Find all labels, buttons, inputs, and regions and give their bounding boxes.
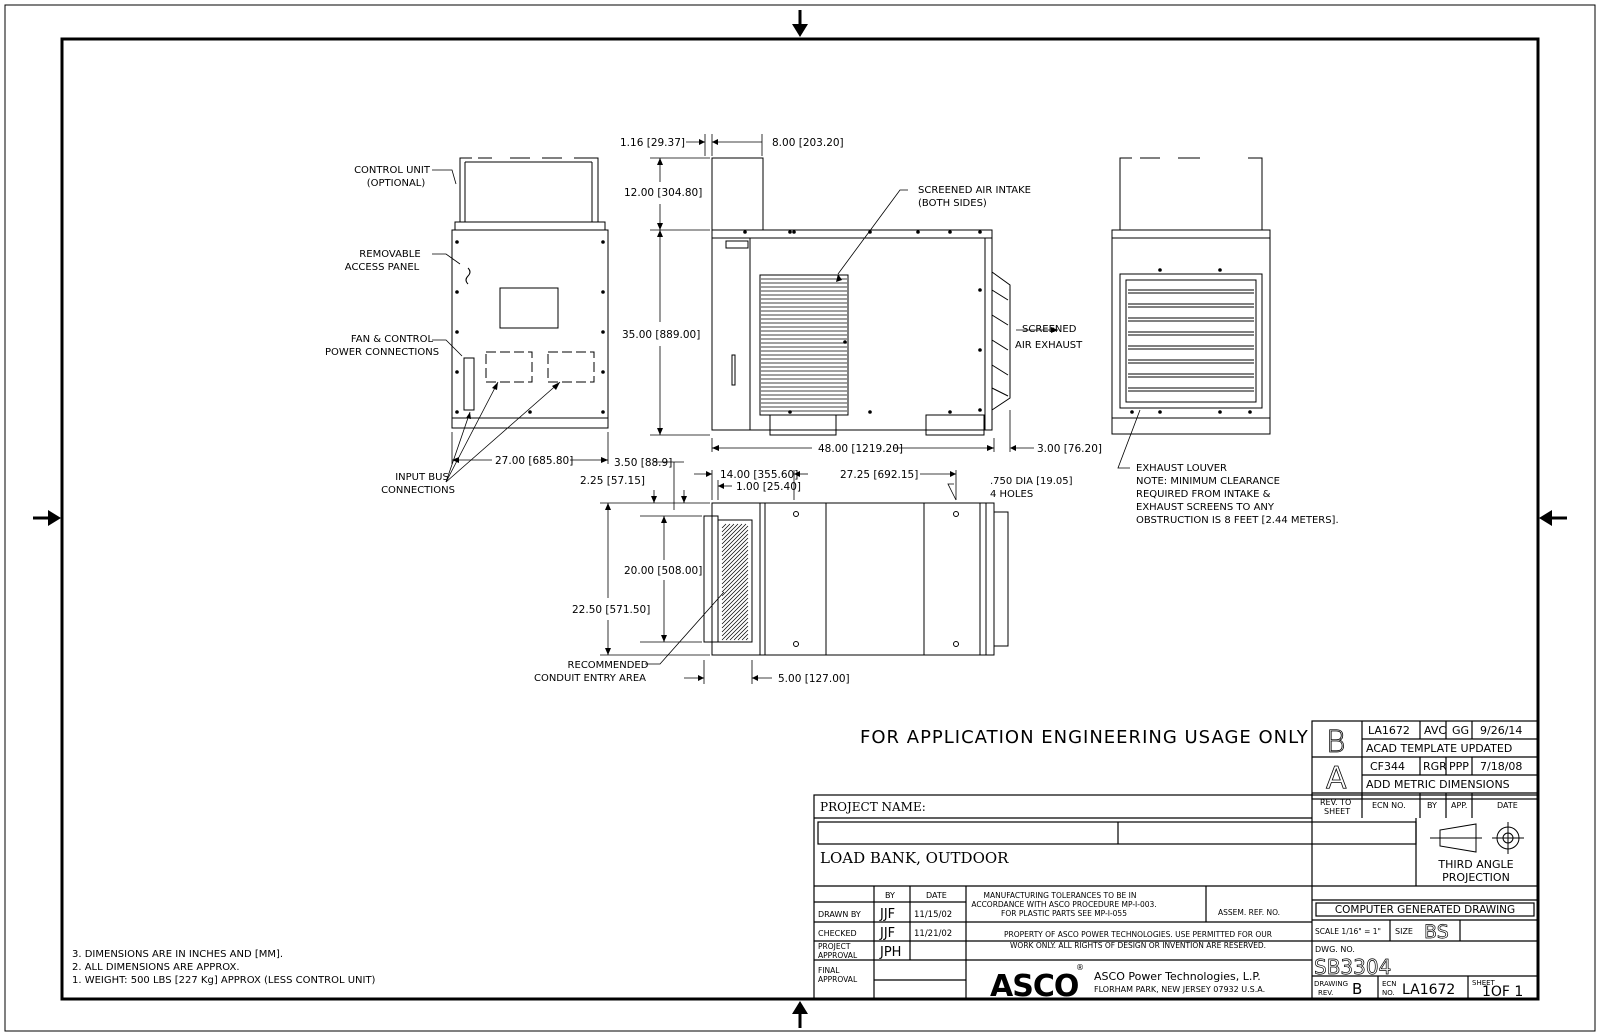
- rev-b-by: AVC: [1424, 724, 1447, 737]
- final-approval-label-1: FINAL: [818, 966, 840, 975]
- company-address: FLORHAM PARK, NEW JERSEY 07932 U.S.A.: [1094, 985, 1266, 994]
- callout-louver-1: EXHAUST LOUVER: [1136, 463, 1227, 474]
- callout-access-panel-1: REMOVABLE: [359, 249, 421, 260]
- checked-initials: JJF: [880, 926, 896, 941]
- project-approval-label-2: APPROVAL: [818, 951, 858, 960]
- drawing-rev-label-2: REV.: [1318, 989, 1334, 997]
- dim-22-50: 22.50 [571.50]: [572, 604, 651, 616]
- sheet-label: SHEET: [1472, 979, 1495, 987]
- dim-12-00: 12.00 [304.80]: [624, 187, 703, 199]
- callout-conduit-2: CONDUIT ENTRY AREA: [533, 673, 647, 684]
- scale-label: SCALE 1/16" = 1": [1315, 927, 1381, 936]
- checked-label: CHECKED: [818, 929, 857, 938]
- callout-fan-power-2: POWER CONNECTIONS: [324, 347, 440, 358]
- dim-27-25: 27.25 [692.15]: [840, 469, 919, 481]
- dim-1-00: 1.00 [25.40]: [736, 481, 801, 493]
- callout-input-bus-2: CONNECTIONS: [381, 485, 455, 496]
- drawing-rev-label-1: DRAWING: [1314, 980, 1349, 988]
- rev-hdr-date: DATE: [1497, 801, 1518, 810]
- ecn-label-2: NO.: [1382, 989, 1395, 997]
- property-line-2: WORK ONLY. ALL RIGHTS OF DESIGN OR INVENTION ARE RESERVED.: [1010, 941, 1266, 950]
- projection-label-1: THIRD ANGLE: [1438, 858, 1514, 871]
- callout-louver-5: OBSTRUCTION IS 8 FEET [2.44 METERS].: [1136, 515, 1339, 526]
- dim-8-00: 8.00 [203.20]: [772, 137, 844, 149]
- callout-louver-4: EXHAUST SCREENS TO ANY: [1136, 502, 1274, 513]
- drawn-by-initials: JJF: [880, 907, 896, 922]
- callout-louver-2: NOTE: MINIMUM CLEARANCE: [1136, 476, 1280, 487]
- callout-air-intake-1: SCREENED AIR INTAKE: [918, 185, 1031, 196]
- project-approval-initials: JPH: [880, 945, 902, 960]
- assem-ref-label: ASSEM. REF. NO.: [1218, 908, 1281, 917]
- tolerance-line-2: ACCORDANCE WITH ASCO PROCEDURE MP-I-003.: [971, 900, 1157, 909]
- ecn-value: LA1672: [1402, 982, 1456, 998]
- dim-14-00: 14.00 [355.60]: [720, 469, 799, 481]
- callout-fan-power-1: FAN & CONTROL: [350, 334, 434, 345]
- registered-mark-icon: ®: [1076, 963, 1084, 972]
- rev-b-desc: ACAD TEMPLATE UPDATED: [1366, 742, 1513, 755]
- col-by-header: BY: [885, 891, 895, 900]
- tolerance-line-1: MANUFACTURING TOLERANCES TO BE IN: [983, 891, 1137, 900]
- project-name-label: PROJECT NAME:: [820, 800, 926, 814]
- drawing-rev-value: B: [1352, 980, 1363, 998]
- note-3: 3. DIMENSIONS ARE IN INCHES AND [MM].: [72, 949, 284, 960]
- rev-a-ecn: CF344: [1370, 760, 1406, 773]
- callout-louver-3: REQUIRED FROM INTAKE &: [1136, 489, 1271, 500]
- size-value: BS: [1424, 921, 1449, 943]
- computer-generated-label: COMPUTER GENERATED DRAWING: [1334, 904, 1516, 916]
- dim-1-16: 1.16 [29.37]: [620, 137, 685, 149]
- callout-air-exhaust-2: AIR EXHAUST: [1015, 340, 1083, 351]
- company-name: ASCO Power Technologies, L.P.: [1094, 970, 1261, 983]
- dwg-no-label: DWG. NO.: [1315, 945, 1355, 954]
- rev-a-date: 7/18/08: [1480, 760, 1523, 773]
- callout-conduit-1: RECOMMENDED: [567, 660, 649, 671]
- projection-label-2: PROJECTION: [1442, 871, 1510, 884]
- dim-2-25: 2.25 [57.15]: [580, 475, 645, 487]
- callout-air-exhaust-1: SCREENED: [1022, 324, 1077, 335]
- callout-access-panel-2: ACCESS PANEL: [344, 262, 420, 273]
- rev-hdr-sheet: SHEET: [1324, 807, 1351, 816]
- callout-input-bus-1: INPUT BUS: [395, 472, 449, 483]
- rev-b-app: GG: [1452, 724, 1470, 737]
- dim-5-00: 5.00 [127.00]: [778, 673, 850, 685]
- rev-hdr-ecn: ECN NO.: [1372, 801, 1406, 810]
- drawn-by-date: 11/15/02: [914, 910, 953, 920]
- asco-logo: ASCO: [990, 969, 1079, 1004]
- rev-hdr-rev-to: REV. TO: [1320, 798, 1352, 807]
- rev-hdr-by: BY: [1427, 801, 1437, 810]
- callout-control-unit-1: CONTROL UNIT: [354, 165, 430, 176]
- usage-banner: FOR APPLICATION ENGINEERING USAGE ONLY: [860, 727, 1309, 748]
- note-2: 2. ALL DIMENSIONS ARE APPROX.: [72, 962, 240, 973]
- project-title: LOAD BANK, OUTDOOR: [820, 849, 1009, 867]
- rev-b-ecn: LA1672: [1368, 724, 1410, 737]
- size-label: SIZE: [1395, 927, 1413, 936]
- rev-hdr-app: APP.: [1451, 801, 1468, 810]
- rev-a-by: RGR: [1423, 760, 1447, 773]
- ecn-label-1: ECN: [1382, 980, 1397, 988]
- rev-a-app: PPP: [1449, 760, 1469, 773]
- rev-b-letter: B: [1326, 725, 1346, 760]
- callout-holes-2: 4 HOLES: [990, 489, 1034, 500]
- col-date-header: DATE: [926, 891, 947, 900]
- rev-a-letter: A: [1326, 761, 1347, 796]
- rev-a-desc: ADD METRIC DIMENSIONS: [1366, 778, 1510, 791]
- callout-holes-1: .750 DIA [19.05]: [990, 476, 1073, 487]
- final-approval-label-2: APPROVAL: [818, 975, 858, 984]
- callout-air-intake-2: (BOTH SIDES): [918, 198, 987, 209]
- property-line-1: PROPERTY OF ASCO POWER TECHNOLOGIES. USE PERMITTED FOR OUR: [1004, 930, 1272, 939]
- project-approval-label-1: PROJECT: [818, 942, 851, 951]
- dim-27-00: 27.00 [685.80]: [495, 455, 574, 467]
- dim-48-00: 48.00 [1219.20]: [818, 443, 904, 455]
- checked-date: 11/21/02: [914, 929, 953, 939]
- sheet-value: 1OF 1: [1482, 984, 1524, 1000]
- drawn-by-label: DRAWN BY: [818, 910, 861, 919]
- dim-3-50: 3.50 [88.9]: [614, 457, 673, 469]
- dim-20-00: 20.00 [508.00]: [624, 565, 703, 577]
- dwg-no-value: SB3304: [1314, 955, 1392, 979]
- rev-b-date: 9/26/14: [1480, 724, 1523, 737]
- note-1: 1. WEIGHT: 500 LBS [227 Kg] APPROX (LESS CONTROL UNIT): [72, 975, 376, 986]
- tolerance-line-3: FOR PLASTIC PARTS SEE MP-I-055: [1001, 909, 1127, 918]
- dim-35-00: 35.00 [889.00]: [622, 329, 701, 341]
- dim-3-00: 3.00 [76.20]: [1037, 443, 1102, 455]
- callout-control-unit-2: (OPTIONAL): [366, 178, 426, 189]
